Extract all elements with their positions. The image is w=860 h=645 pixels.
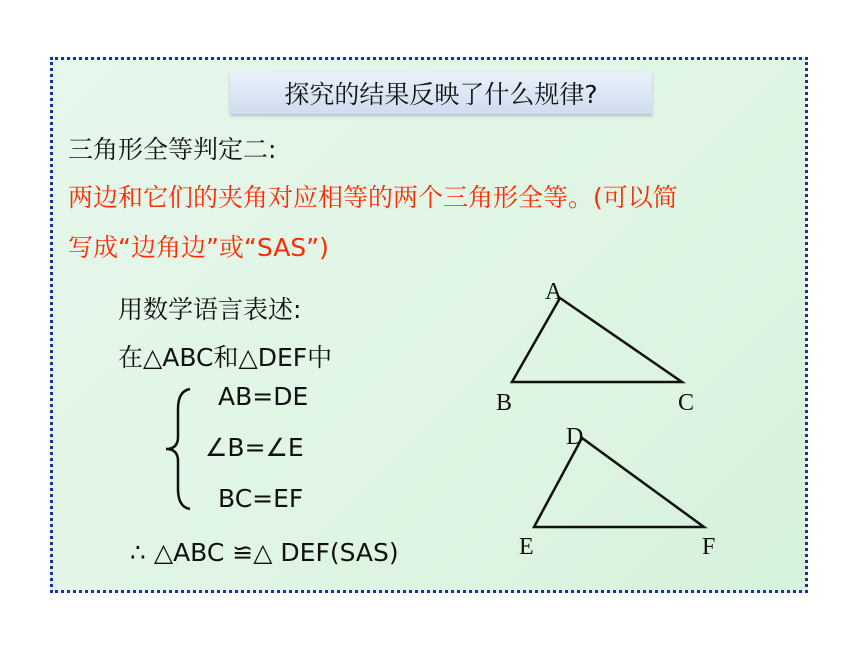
vertex-label-b: B: [496, 390, 513, 416]
triangle-abc: [512, 298, 682, 382]
theorem-text-line1: 两边和它们的夹角对应相等的两个三角形全等。(可以简: [68, 183, 678, 212]
theorem-heading: 三角形全等判定二:: [68, 135, 277, 164]
math-language-label: 用数学语言表述:: [118, 295, 302, 324]
conclusion-statement: ∴ △ABC ≌△ DEF(SAS): [130, 538, 399, 567]
given-statement: 在△ABC和△DEF中: [118, 343, 333, 372]
title-box: [230, 72, 652, 114]
vertex-label-e: E: [519, 534, 534, 560]
vertex-label-a: A: [545, 280, 563, 305]
triangle-diagram: [490, 280, 720, 580]
condition-ab-de: AB=DE: [218, 382, 309, 411]
theorem-text-line2: 写成“边角边”或“SAS”): [68, 233, 329, 262]
vertex-label-f: F: [702, 534, 716, 560]
condition-angle-b-e: ∠B=∠E: [205, 433, 304, 462]
vertex-label-c: C: [678, 390, 695, 416]
page-title: 探究的结果反映了什么规律?: [284, 80, 598, 109]
left-brace-icon: [160, 387, 200, 512]
vertex-label-d: D: [566, 424, 584, 450]
condition-bc-ef: BC=EF: [218, 484, 304, 513]
triangle-def: [534, 438, 704, 527]
